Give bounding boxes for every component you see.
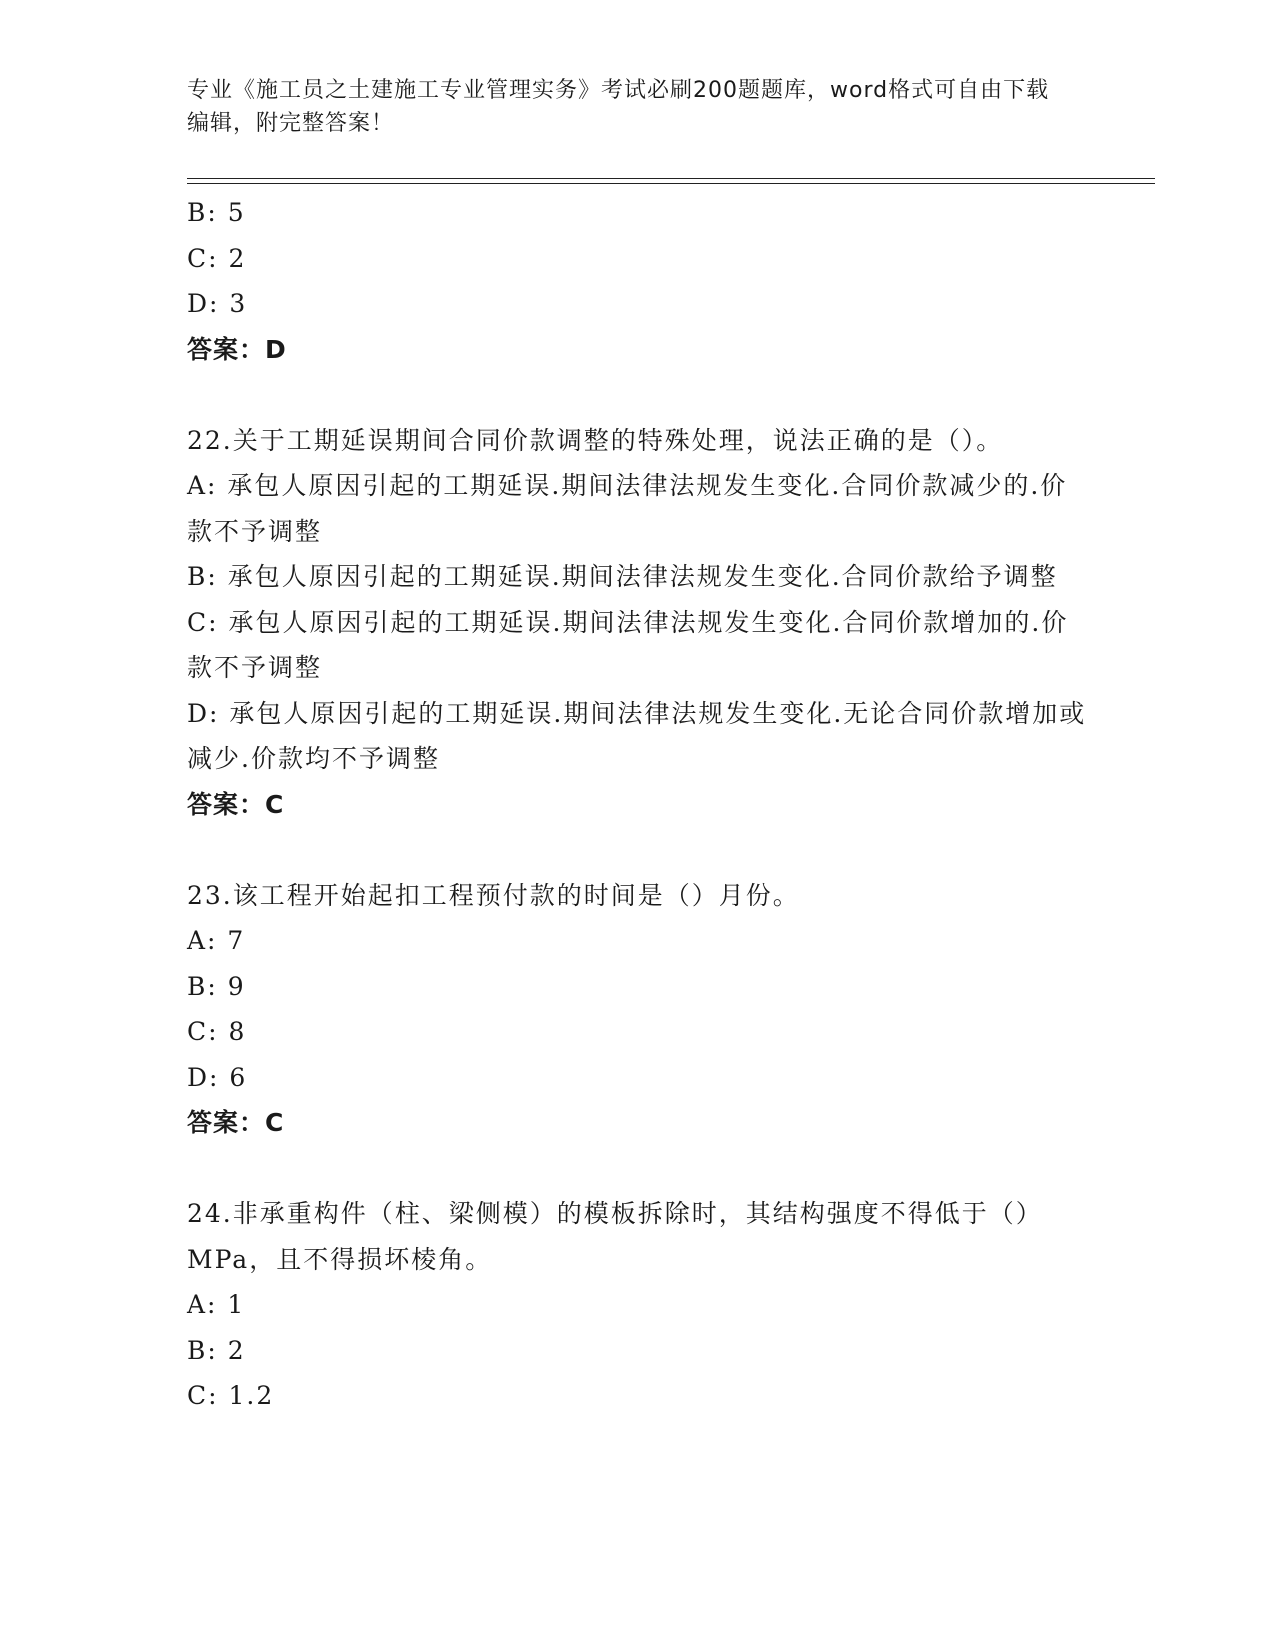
question-stem: 23.该工程开始起扣工程预付款的时间是（）月份。 bbox=[187, 880, 800, 910]
question-22 bbox=[187, 418, 1087, 828]
option-d: D: 6 bbox=[187, 1062, 248, 1092]
option-a: A: 7 bbox=[187, 926, 246, 955]
header-rule-top bbox=[187, 178, 1155, 179]
question-stem: 24.非承重构件（柱、梁侧模）的模板拆除时，其结构强度不得低于（）MPa，且不得损坏棱角。 bbox=[187, 1199, 1043, 1274]
option-d: D: 承包人原因引起的工期延误.期间法律法规发生变化.无论合同价款增加或减少.价款均不予调整 bbox=[187, 698, 1087, 773]
spacer bbox=[187, 1146, 1087, 1192]
answer: 答案：D bbox=[187, 334, 287, 364]
header-rule-bottom bbox=[187, 183, 1155, 184]
option-c: C: 承包人原因引起的工期延误.期间法律法规发生变化.合同价款增加的.价款不予调整 bbox=[187, 607, 1069, 682]
answer: 答案：C bbox=[187, 1108, 285, 1137]
question-24 bbox=[187, 1191, 1087, 1419]
answer: 答案：C bbox=[187, 789, 285, 819]
option-b: B: 9 bbox=[187, 971, 246, 1001]
option-b: B: 5 bbox=[187, 198, 246, 227]
question-21-tail bbox=[187, 190, 1087, 372]
option-a: A: 承包人原因引起的工期延误.期间法律法规发生变化.合同价款减少的.价款不予调整 bbox=[187, 471, 1068, 546]
option-a: A: 1 bbox=[187, 1290, 246, 1319]
option-c: C: 1.2 bbox=[187, 1381, 275, 1410]
page-header: 专业《施工员之土建施工专业管理实务》考试必刷200题题库，word格式可自由下载编辑，附完整答案！ bbox=[187, 78, 1050, 136]
spacer bbox=[187, 372, 1087, 418]
option-d: D: 3 bbox=[187, 289, 248, 318]
option-c: C: 2 bbox=[187, 243, 247, 273]
question-content bbox=[187, 190, 1087, 1419]
question-stem: 22.关于工期延误期间合同价款调整的特殊处理，说法正确的是（）。 bbox=[187, 425, 1004, 455]
question-23 bbox=[187, 873, 1087, 1146]
spacer bbox=[187, 827, 1087, 873]
option-b: B: 2 bbox=[187, 1335, 246, 1365]
option-c: C: 8 bbox=[187, 1017, 247, 1046]
option-b: B: 承包人原因引起的工期延误.期间法律法规发生变化.合同价款给予调整 bbox=[187, 562, 1058, 591]
